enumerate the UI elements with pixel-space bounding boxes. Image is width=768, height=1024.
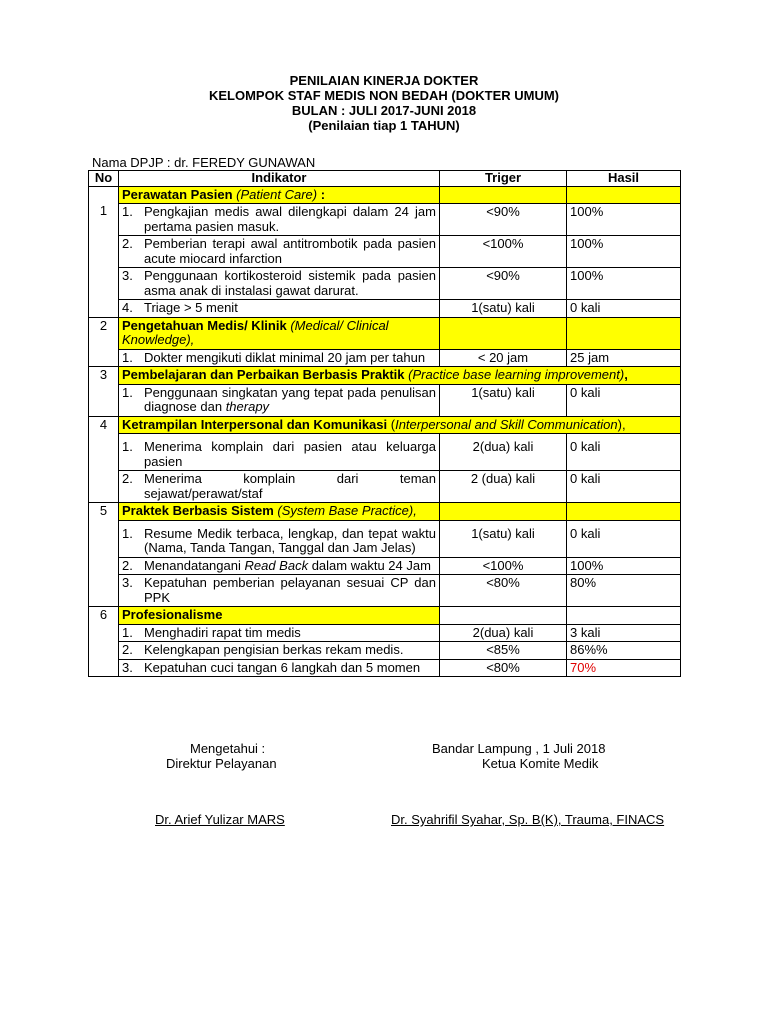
section-no: 4: [89, 416, 119, 503]
triger-value: <90%: [440, 268, 567, 300]
section-row: [89, 607, 681, 625]
triger-value: <90%: [440, 204, 567, 236]
section-row: [89, 503, 681, 521]
section-row: [89, 416, 681, 434]
left-label-jabatan: Direktur Pelayanan: [166, 756, 277, 771]
table-row: 1. Pengkajian medis awal dilengkapi dalam 24 jam pertama pasien masuk. <90% 100%: [89, 204, 681, 236]
triger-value: <100%: [440, 236, 567, 268]
hasil-value: 3 kali: [567, 624, 681, 642]
section-no: 1: [89, 186, 119, 317]
hasil-value: 80%: [567, 575, 681, 607]
col-indikator: Indikator: [119, 171, 440, 187]
left-signer-name: Dr. Arief Yulizar MARS: [155, 812, 285, 827]
penilaian-table: [88, 170, 681, 677]
hasil-value: 0 kali: [567, 434, 681, 471]
triger-value: 2(dua) kali: [440, 624, 567, 642]
indikator-text: Penggunaan kortikosteroid sistemik pada pasien asma anak di instalasi gawat darurat.: [144, 268, 436, 298]
doc-subtitle: KELOMPOK STAF MEDIS NON BEDAH (DOKTER UMUM): [208, 88, 560, 103]
triger-value: <85%: [440, 642, 567, 660]
indikator-text: Penggunaan singkatan yang tepat pada penulisan diagnose dan therapy: [144, 384, 436, 414]
indikator-text: Dokter mengikuti diklat minimal 20 jam per tahun: [144, 349, 426, 365]
right-label-place-date: Bandar Lampung , 1 Juli 2018: [432, 741, 606, 756]
section-title-fill: [567, 503, 681, 521]
table-row: 2. Pemberian terapi awal antitrombotik pada pasien acute miocard infarction <100% 100%: [89, 236, 681, 268]
col-no: No: [89, 171, 119, 187]
indikator-text: Kepatuhan pemberian pelayanan sesuai CP dan PPK: [144, 575, 436, 605]
hasil-value: 86%%: [567, 642, 681, 660]
table-row: 2. Kelengkapan pengisian berkas rekam medis. <85% 86%%: [89, 642, 681, 660]
table-row: 3. Penggunaan kortikosteroid sistemik pada pasien asma anak di instalasi gawat darurat. <90% 100%: [89, 268, 681, 300]
hasil-value-low: 70%: [567, 659, 681, 677]
hasil-value: 0 kali: [567, 520, 681, 557]
section-no: 3: [89, 367, 119, 417]
section-title: Perawatan Pasien (Patient Care) :: [119, 186, 440, 204]
triger-value: 2 (dua) kali: [440, 471, 567, 503]
triger-value: <80%: [440, 575, 567, 607]
triger-value: 2(dua) kali: [440, 434, 567, 471]
hasil-value: 0 kali: [567, 471, 681, 503]
doc-title: PENILAIAN KINERJA DOKTER: [289, 73, 479, 88]
section-row: [89, 367, 681, 385]
doc-period: BULAN : JULI 2017-JUNI 2018: [291, 103, 477, 118]
section-title-fill: [567, 186, 681, 204]
indikator-text: Menghadiri rapat tim medis: [144, 624, 301, 640]
indikator-text: Menerima komplain dari teman sejawat/perawat/staf: [144, 471, 436, 501]
indikator-text: Menerima komplain dari pasien atau keluarga pasien: [144, 439, 436, 469]
triger-value: < 20 jam: [440, 349, 567, 367]
doc-note: (Penilaian tiap 1 TAHUN): [308, 118, 460, 133]
indikator-text: Pemberian terapi awal antitrombotik pada pasien acute miocard infarction: [144, 236, 436, 266]
hasil-value: 100%: [567, 204, 681, 236]
section-title: Pengetahuan Medis/ Klinik (Medical/ Clinical Knowledge),: [119, 317, 440, 349]
indikator-text: Resume Medik terbaca, lengkap, dan tepat waktu (Nama, Tanda Tangan, Tanggal dan Jam Jelas): [144, 525, 436, 555]
nama-dpjp: Nama DPJP : dr. FEREDY GUNAWAN: [92, 155, 316, 170]
hasil-value: 100%: [567, 268, 681, 300]
section-title: Pembelajaran dan Perbaikan Berbasis Praktik (Practice base learning improvement),: [119, 367, 681, 385]
hasil-value: 0 kali: [567, 300, 681, 318]
section-title: Praktek Berbasis Sistem (System Base Practice),: [119, 503, 440, 521]
indikator-text: Kepatuhan cuci tangan 6 langkah dan 5 momen: [144, 659, 421, 675]
triger-value: <80%: [440, 659, 567, 677]
triger-value: <100%: [440, 557, 567, 575]
right-signer-name: Dr. Syahrifil Syahar, Sp. B(K), Trauma, FINACS: [391, 812, 665, 827]
hasil-value: 100%: [567, 557, 681, 575]
section-row: [89, 317, 681, 349]
col-triger: Triger: [440, 171, 567, 187]
section-no: 5: [89, 503, 119, 607]
section-title-fill: [567, 317, 681, 349]
section-title: Ketrampilan Interpersonal dan Komunikasi (Interpersonal and Skill Communication),: [119, 416, 681, 434]
section-title: Profesionalisme: [119, 607, 440, 625]
col-hasil: Hasil: [567, 171, 681, 187]
section-title-fill: [440, 607, 567, 625]
indikator-text: Kelengkapan pengisian berkas rekam medis.: [144, 642, 404, 657]
triger-value: 1(satu) kali: [440, 384, 567, 416]
hasil-value: 100%: [567, 236, 681, 268]
indikator-text: Triage > 5 menit: [144, 300, 238, 315]
table-row: 1. Menghadiri rapat tim medis 2(dua) kali 3 kali: [89, 624, 681, 642]
table-row: 1. Menerima komplain dari pasien atau keluarga pasien 2(dua) kali 0 kali: [89, 434, 681, 471]
right-label-jabatan: Ketua Komite Medik: [482, 756, 599, 771]
table-row: 3. Kepatuhan pemberian pelayanan sesuai CP dan PPK <80% 80%: [89, 575, 681, 607]
triger-value: 1(satu) kali: [440, 520, 567, 557]
table-row: 2. Menerima komplain dari teman sejawat/perawat/staf 2 (dua) kali 0 kali: [89, 471, 681, 503]
hasil-value: 25 jam: [567, 349, 681, 367]
table-row: 1. Penggunaan singkatan yang tepat pada penulisan diagnose dan therapy 1(satu) kali 0 kali: [89, 384, 681, 416]
section-title-fill: [440, 317, 567, 349]
table-row: 4. Triage > 5 menit 1(satu) kali 0 kali: [89, 300, 681, 318]
triger-value: 1(satu) kali: [440, 300, 567, 318]
table-row: 2. Menandatangani Read Back dalam waktu 24 Jam <100% 100%: [89, 557, 681, 575]
section-title-fill: [567, 607, 681, 625]
hasil-value: 0 kali: [567, 384, 681, 416]
section-no: 6: [89, 607, 119, 677]
left-label-mengetahui: Mengetahui :: [190, 741, 266, 756]
table-row: 1. Resume Medik terbaca, lengkap, dan tepat waktu (Nama, Tanda Tangan, Tanggal dan Jam Jelas) 1(satu) kali 0 kali: [89, 520, 681, 557]
section-row: [89, 186, 681, 204]
indikator-text: Menandatangani Read Back dalam waktu 24 Jam: [144, 557, 431, 573]
section-no: 2: [89, 317, 119, 367]
table-row: 3. Kepatuhan cuci tangan 6 langkah dan 5 momen <80% 70%: [89, 659, 681, 677]
section-title-fill: [440, 186, 567, 204]
section-title-fill: [440, 503, 567, 521]
indikator-text: Pengkajian medis awal dilengkapi dalam 24 jam pertama pasien masuk.: [144, 204, 436, 234]
table-header-row: [89, 171, 681, 187]
table-row: 1. Dokter mengikuti diklat minimal 20 jam per tahun < 20 jam 25 jam: [89, 349, 681, 367]
